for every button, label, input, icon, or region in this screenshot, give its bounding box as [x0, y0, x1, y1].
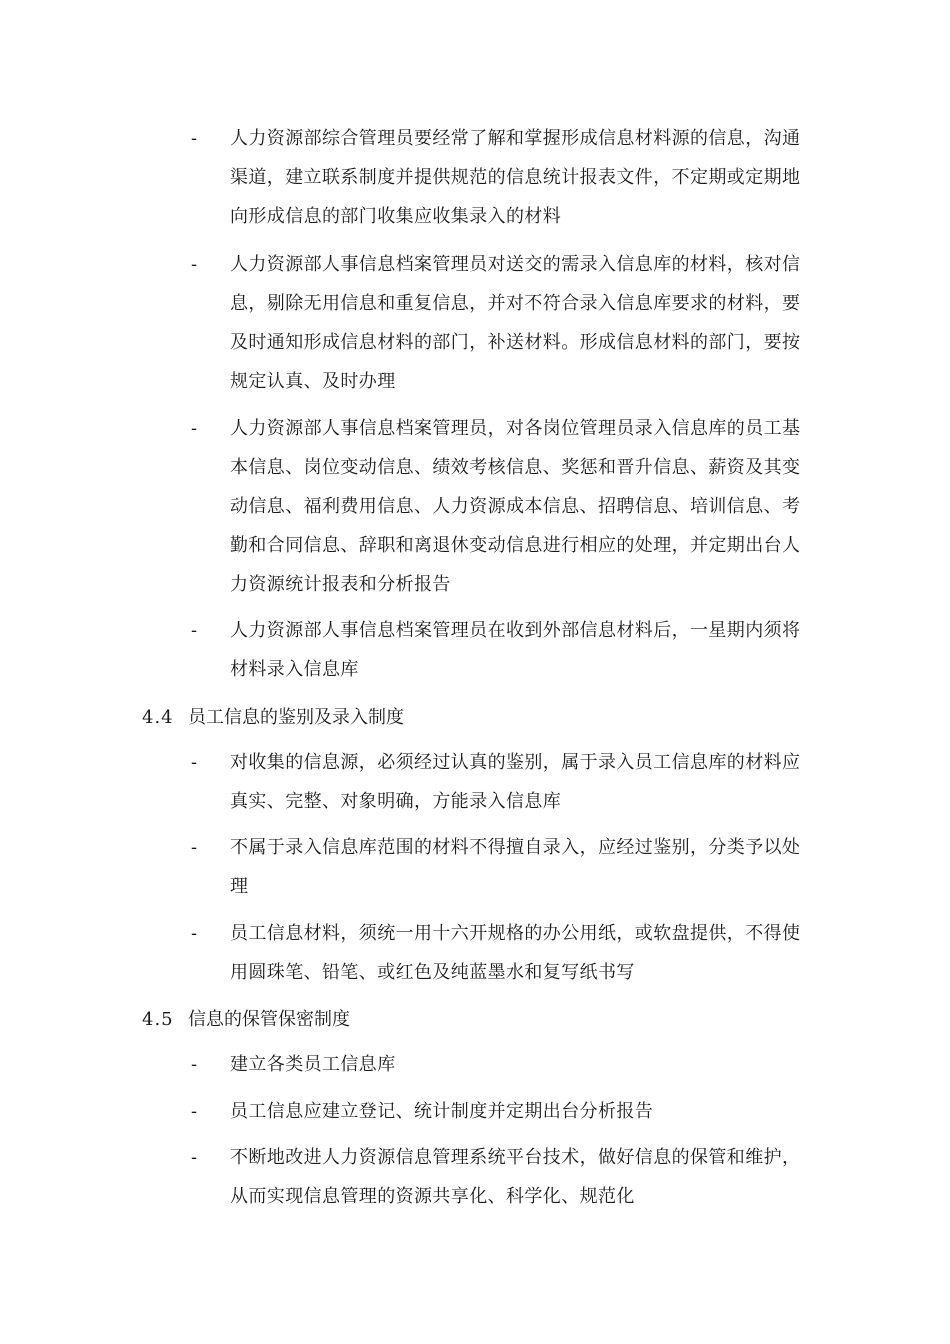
list-item-text: 人力资源部人事信息档案管理员，对各岗位管理员录入信息库的员工基本信息、岗位变动信息、绩效考核信息、奖惩和晋升信息、薪资及其变动信息、福利费用信息、人力资源成本信息、招聘信息、培训信息、考勤和合同信息、辞职和离退休变动信息进行相应的处理，并定期出台人力资源统计报表和分析报告	[230, 418, 801, 595]
section-title: 信息的保管保密制度	[188, 1009, 350, 1030]
bullet-dash: -	[191, 1054, 198, 1075]
bullet-dash: -	[191, 418, 198, 439]
bullet-dash: -	[191, 128, 198, 149]
section-number: 4.5	[142, 1009, 174, 1030]
bullet-dash: -	[191, 837, 198, 858]
bullet-dash: -	[191, 254, 198, 275]
bullet-dash: -	[191, 923, 198, 944]
bullet-dash: -	[191, 1101, 198, 1122]
section-number: 4.4	[142, 707, 174, 728]
section-title: 员工信息的鉴别及录入制度	[188, 707, 404, 728]
list-item-text: 员工信息应建立登记、统计制度并定期出台分析报告	[230, 1101, 654, 1122]
list-item-text: 不属于录入信息库范围的材料不得擅自录入，应经过鉴别，分类予以处理	[230, 837, 801, 897]
bullet-dash: -	[191, 752, 198, 773]
list-item-text: 对收集的信息源，必须经过认真的鉴别，属于录入员工信息库的材料应真实、完整、对象明确，方能录入信息库	[230, 752, 801, 812]
list-item-text: 建立各类员工信息库	[230, 1054, 396, 1075]
list-item-text: 员工信息材料，须统一用十六开规格的办公用纸，或软盘提供，不得使用圆珠笔、铅笔、或红色及纯蓝墨水和复写纸书写	[230, 923, 801, 983]
list-item-text: 人力资源部人事信息档案管理员在收到外部信息材料后，一星期内须将材料录入信息库	[230, 620, 801, 680]
list-item-text: 不断地改进人力资源信息管理系统平台技术，做好信息的保管和维护，从而实现信息管理的资源共享化、科学化、规范化	[230, 1147, 801, 1207]
bullet-dash: -	[191, 620, 198, 641]
section-heading-4-5	[142, 1000, 350, 1039]
bullet-dash: -	[191, 1147, 198, 1168]
list-item-text: 人力资源部人事信息档案管理员对送交的需录入信息库的材料，核对信息，剔除无用信息和重复信息，并对不符合录入信息库要求的材料，要及时通知形成信息材料的部门，补送材料。形成信息材料的部门，要按规定认真、及时办理	[230, 254, 801, 392]
section-heading-4-4	[142, 698, 404, 737]
list-item-text: 人力资源部综合管理员要经常了解和掌握形成信息材料源的信息，沟通渠道，建立联系制度并提供规范的信息统计报表文件，不定期或定期地向形成信息的部门收集应收集录入的材料	[230, 128, 801, 227]
